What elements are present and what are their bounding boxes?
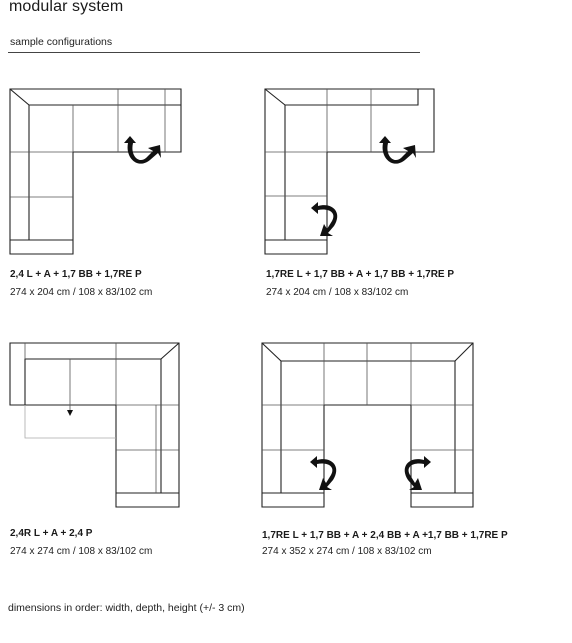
page-title: modular system (9, 0, 124, 15)
footnote: dimensions in order: width, depth, height (+/- 3 cm) (8, 602, 245, 614)
config-name: 1,7RE L + 1,7 BB + A + 2,4 BB + A +1,7 BB + 1,7RE P (262, 530, 508, 541)
config-dimensions: 274 x 352 x 274 cm / 108 x 83/102 cm (262, 546, 432, 557)
config-dimensions: 274 x 274 cm / 108 x 83/102 cm (10, 546, 153, 557)
rotate-arrow-icon (405, 456, 431, 490)
config-name: 1,7RE L + 1,7 BB + A + 1,7 BB + 1,7RE P (266, 269, 455, 280)
config-dimensions: 274 x 204 cm / 108 x 83/102 cm (266, 287, 409, 298)
config-name: 2,4R L + A + 2,4 P (10, 528, 93, 539)
config-name: 2,4 L + A + 1,7 BB + 1,7RE P (10, 269, 142, 280)
section-subtitle: sample configurations (10, 36, 113, 48)
config-dimensions: 274 x 204 cm / 108 x 83/102 cm (10, 287, 153, 298)
rotate-arrow-icon (310, 456, 336, 490)
